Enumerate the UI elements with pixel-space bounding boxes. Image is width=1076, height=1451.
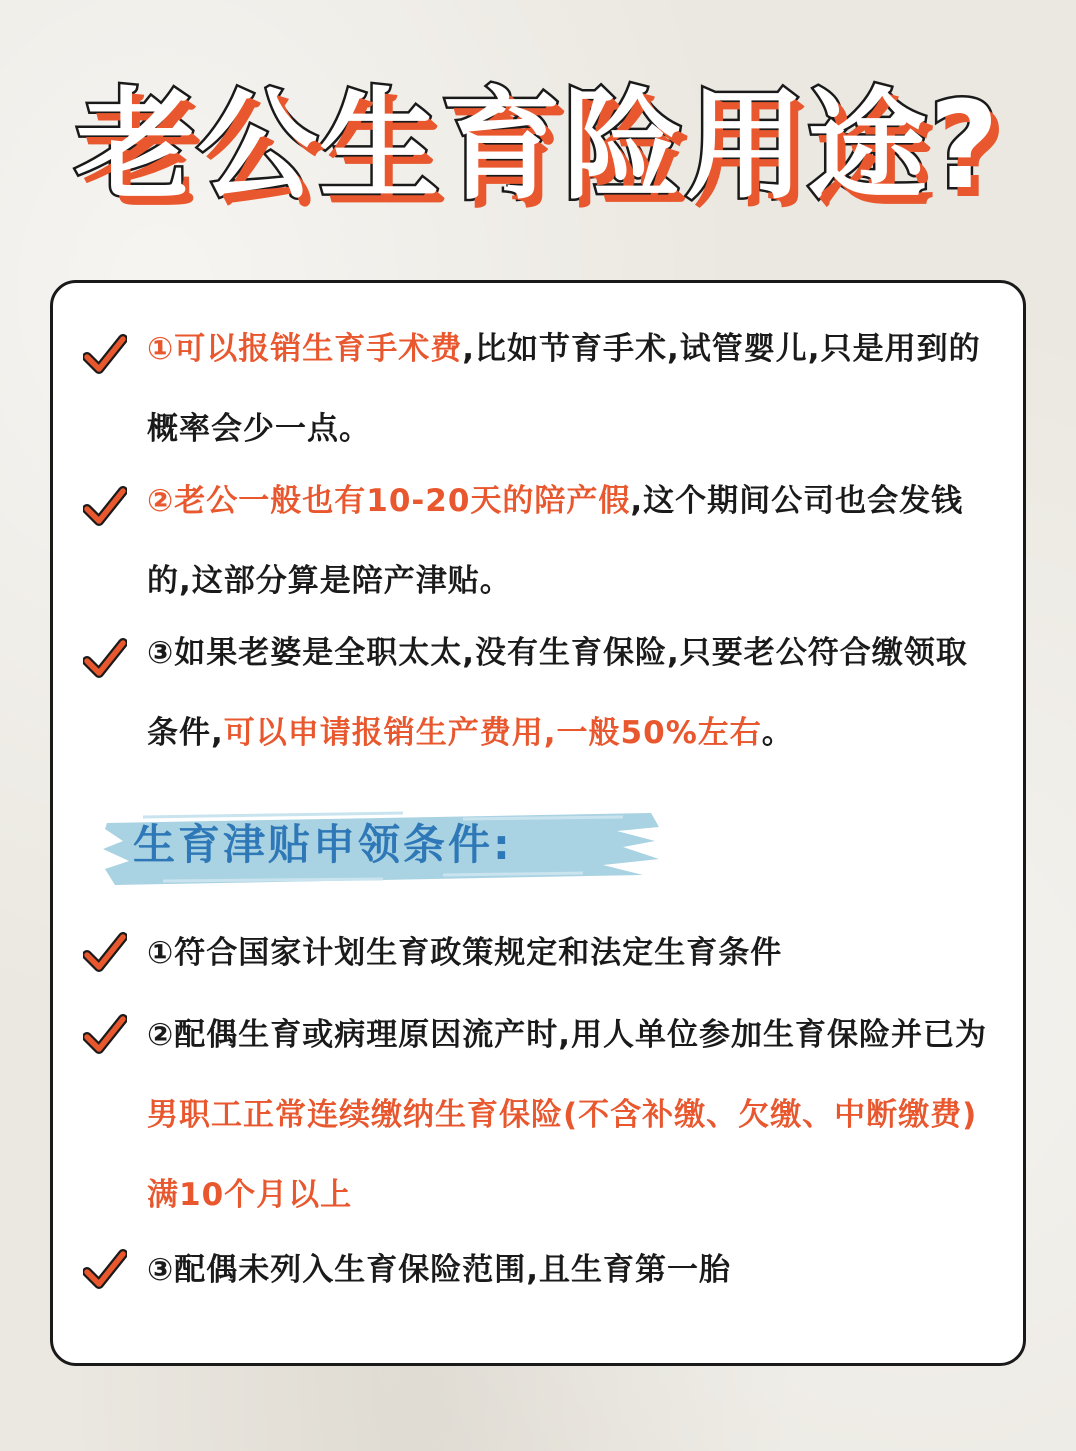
use-3-text [147,613,997,773]
content-card [50,280,1026,1366]
check-icon [83,637,127,681]
page-title: 老公生育险用途? [75,77,1001,216]
condition-2-text [147,995,997,1235]
condition-2-lead: ②配偶生育或病理原因流产时,用人单位参加生育保险并已为 [147,1017,988,1053]
use-2-rest: ,这个期间公司也会发钱的,这部分算是陪产津贴。 [147,483,964,599]
check-icon [83,1248,127,1292]
use-1-highlight: ①可以报销生育手术费 [147,331,463,367]
condition-2-highlight: 男职工正常连续缴纳生育保险(不含补缴、欠缴、中断缴费)满10个月以上 [147,1097,978,1213]
use-1-text [147,309,997,469]
use-3-highlight: 可以申请报销生产费用,一般50%左右 [223,715,762,751]
use-2-text [147,461,997,621]
conditions-title: 生育津贴申领条件: [133,820,513,869]
check-icon [83,1013,127,1057]
use-3-tail: 。 [761,715,794,751]
check-icon [83,931,127,975]
conditions-heading [103,803,663,893]
use-1-rest: ,比如节育手术,试管婴儿,只是用到的概率会少一点。 [147,331,981,447]
use-3-lead: ③如果老婆是全职太太,没有生育保险,只要老公符合缴领取条件, [147,635,968,751]
use-2-highlight: ②老公一般也有10-20天的陪产假 [147,483,631,519]
condition-1-text: ①符合国家计划生育政策规定和法定生育条件 [147,935,783,971]
check-icon [83,333,127,377]
condition-3-text: ③配偶未列入生育保险范围,且生育第一胎 [147,1252,732,1288]
check-icon [83,485,127,529]
